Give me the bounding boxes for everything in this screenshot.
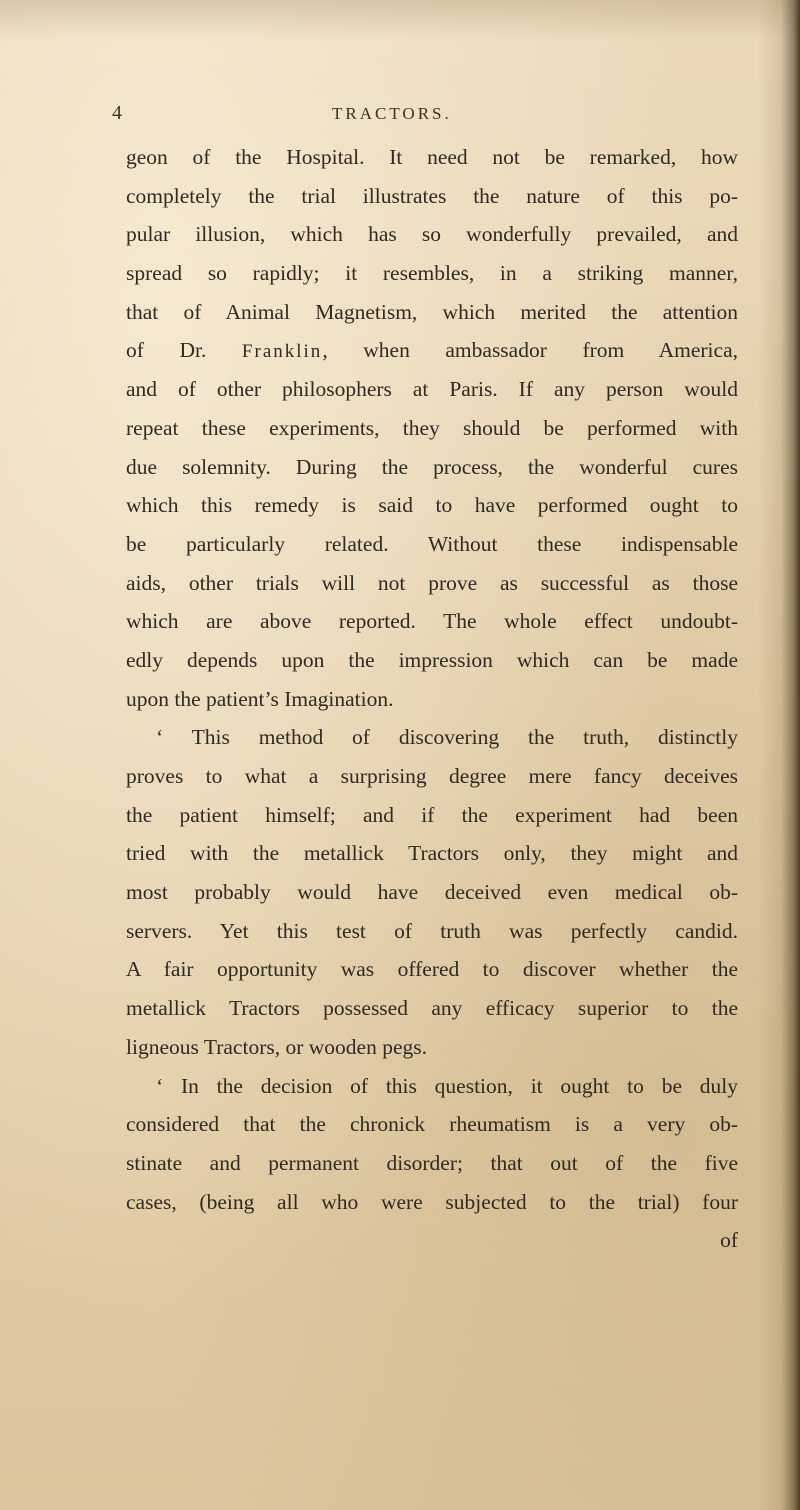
- text-line: geon of the Hospital. It need not be remarked, how: [126, 145, 738, 169]
- name-franklin: Franklin: [241, 341, 323, 363]
- text-line: stinate and permanent disorder; that out of the five: [126, 1150, 738, 1175]
- text-line: and of other philosophers at Paris. If any person would: [126, 377, 738, 402]
- text-segment: of Dr.: [126, 338, 242, 363]
- text-line: due solemnity. During the process, the wonderful cures: [126, 454, 738, 479]
- text-line: which this remedy is said to have performed ought to: [126, 493, 738, 518]
- text-line: spread so rapidly; it resembles, in a striking manner,: [126, 261, 738, 286]
- page-top-shadow: [0, 0, 800, 40]
- text-line: pular illusion, which has so wonderfully prevailed, and: [126, 222, 738, 247]
- text-line: aids, other trials will not prove as successful as those: [126, 570, 738, 595]
- text-line: edly depends upon the impression which can be made: [126, 647, 738, 672]
- text-line: repeat these experiments, they should be performed with: [126, 415, 738, 440]
- page-number: 4: [112, 102, 123, 124]
- text-line: considered that the chronick rheumatism is a very ob-: [126, 1112, 738, 1137]
- text-line: the patient himself; and if the experiment had been: [126, 802, 738, 827]
- text-line: A fair opportunity was offered to discover whether the: [126, 957, 738, 982]
- text-line: which are above reported. The whole effect undoubt-: [126, 609, 738, 634]
- text-line: completely the trial illustrates the nature of this po-: [126, 183, 738, 208]
- text-segment: , when ambassador from America,: [322, 338, 738, 363]
- text-line: proves to what a surprising degree mere fancy deceives: [126, 764, 738, 788]
- body-text: [126, 138, 738, 1260]
- text-line: that of Animal Magnetism, which merited the attention: [126, 299, 738, 324]
- catchword: of: [720, 1228, 738, 1253]
- text-line: most probably would have deceived even medical ob-: [126, 880, 738, 905]
- text-line: servers. Yet this test of truth was perfectly candid.: [126, 918, 738, 943]
- text-line: ‘ In the decision of this question, it ought to be duly: [156, 1073, 738, 1098]
- text-line: upon the patient’s Imagination.: [126, 686, 394, 711]
- text-line: [126, 331, 738, 370]
- text-line: cases, (being all who were subjected to the trial) four: [126, 1189, 738, 1214]
- text-line: metallick Tractors possessed any efficacy superior to the: [126, 996, 738, 1021]
- text-line: ‘ This method of discovering the truth, distinctly: [156, 725, 738, 750]
- running-head: TRACTORS.: [332, 104, 452, 123]
- page-binding-edge: [758, 0, 800, 1510]
- page-header: [0, 102, 800, 130]
- text-line: ligneous Tractors, or wooden pegs.: [126, 1034, 427, 1059]
- text-line: tried with the metallick Tractors only, they might and: [126, 841, 738, 866]
- text-line: be particularly related. Without these indispensable: [126, 531, 738, 556]
